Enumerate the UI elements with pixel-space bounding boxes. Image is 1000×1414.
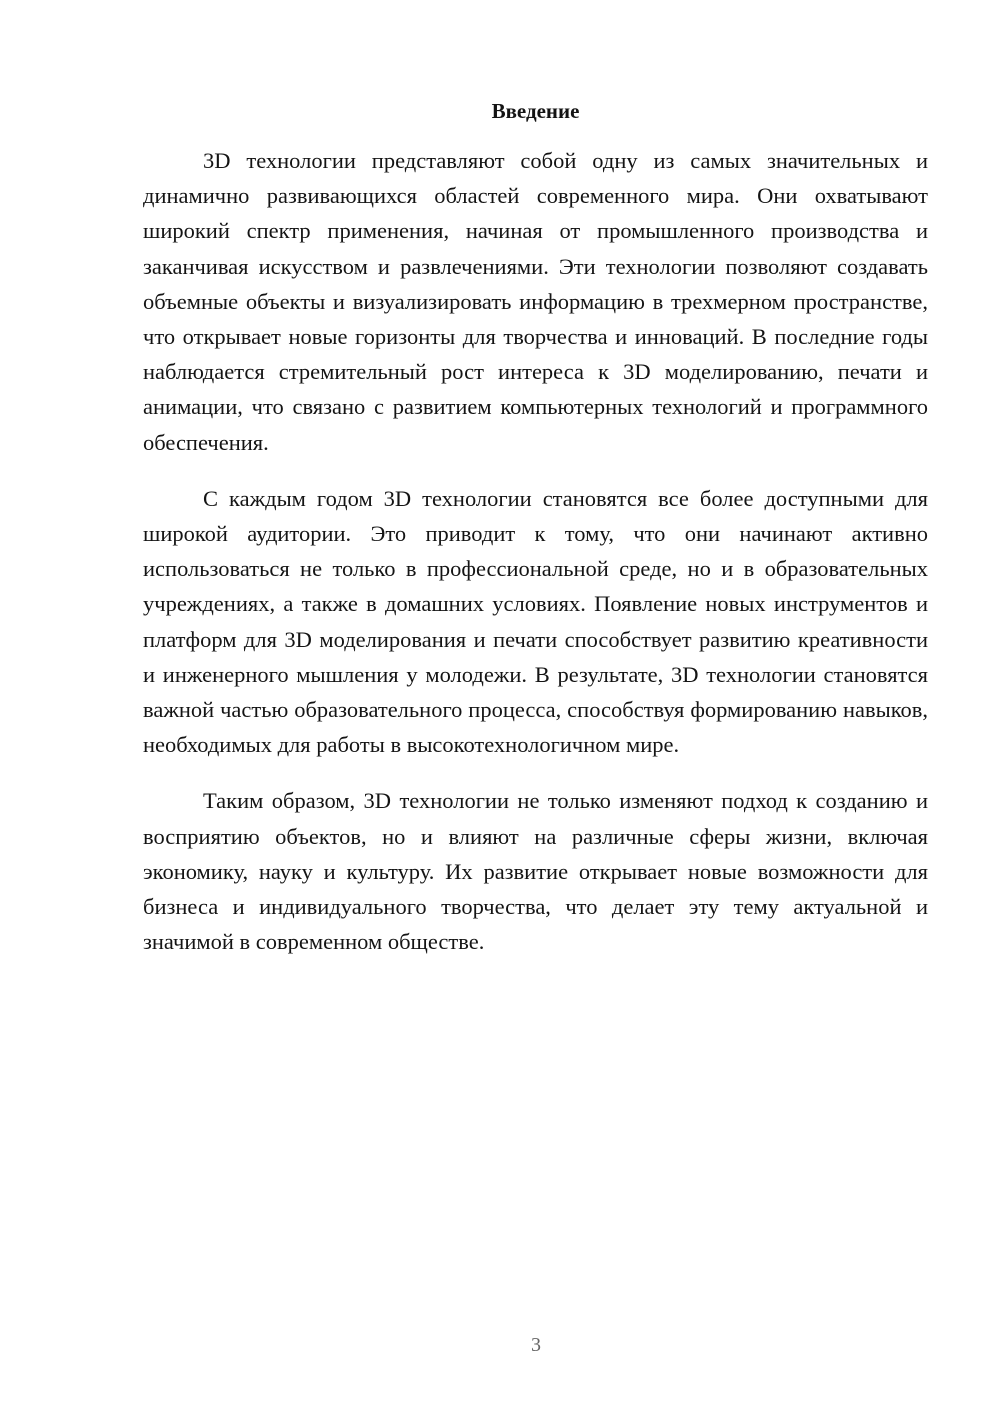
section-title: Введение [491, 99, 580, 123]
paragraph-2: С каждым годом 3D технологии становятся все более доступными для широкой аудитории. Это приводит к тому, что они начинают активно использоваться не только в профессиональной среде, но и в образовательных учреждениях, а также в домашних условиях. Появление новых инструментов и платформ для 3D моделирования и печати способствует развитию креативности и инженерного мышления у молодежи. В результате, 3D технологии становятся важной частью образовательного процесса, способствуя формированию навыков, необходимых для работы в высокотехнологичном мире. [143, 485, 928, 758]
body-text [143, 143, 928, 980]
paragraph-1: 3D технологии представляют собой одну из самых значительных и динамично развивающихся областей современного мира. Они охватывают широкий спектр применения, начиная от промышленного производства и заканчивая искусством и развлечениями. Эти технологии позволяют создавать объемные объекты и визуализировать информацию в трехмерном пространстве, что открывает новые горизонты для творчества и инноваций. В последние годы наблюдается стремительный рост интереса к 3D моделированию, печати и анимации, что связано с развитием компьютерных технологий и программного обеспечения. [143, 148, 928, 455]
page-number: 3 [531, 1334, 541, 1356]
paragraph-3: Таким образом, 3D технологии не только изменяют подход к созданию и восприятию объектов, но и влияют на различные сферы жизни, включая экономику, науку и культуру. Их развитие открывает новые возможности для бизнеса и индивидуального творчества, что делает эту тему актуальной и значимой в современном обществе. [143, 788, 928, 955]
